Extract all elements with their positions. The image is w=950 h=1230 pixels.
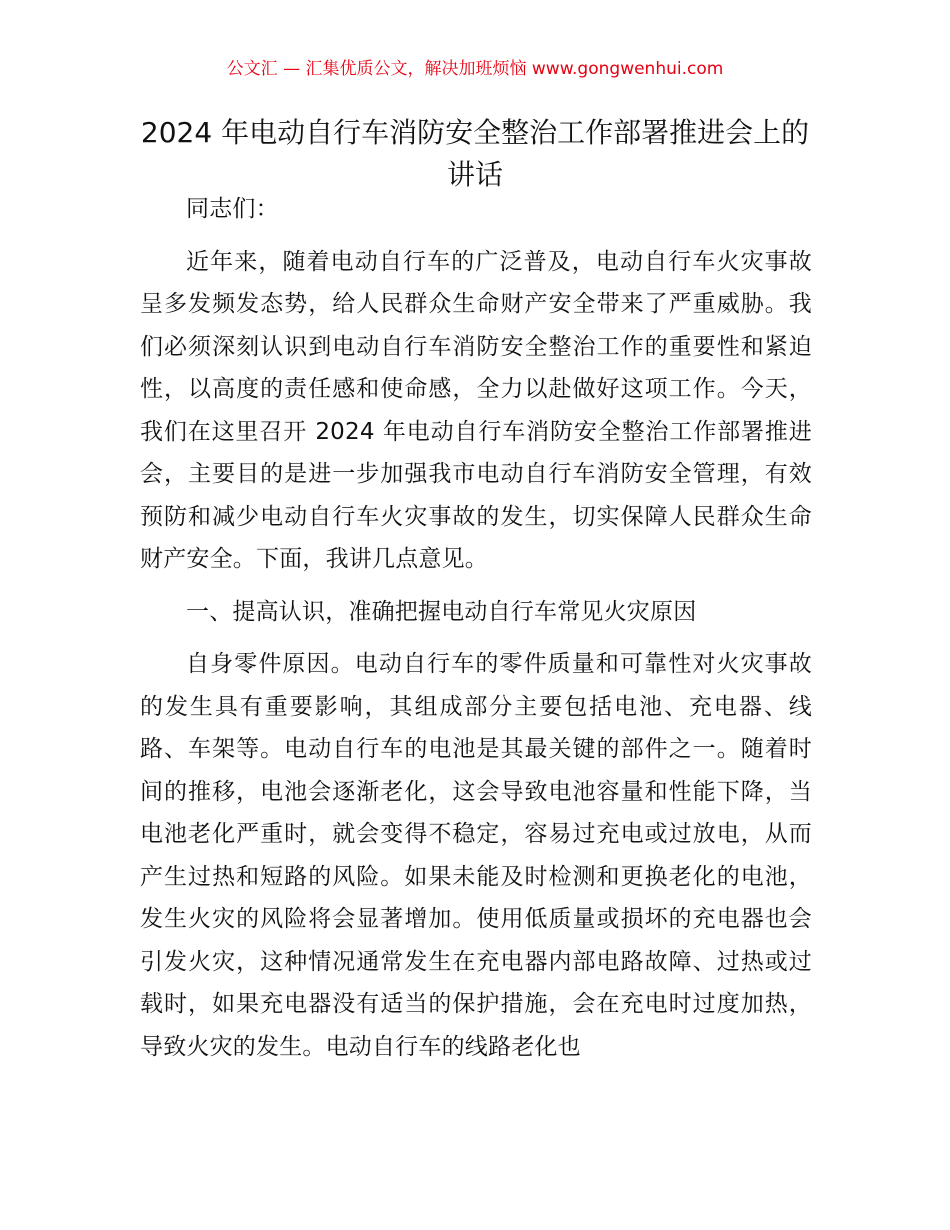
section-heading: 一、提高认识，准确把握电动自行车常见火灾原因 <box>186 598 697 625</box>
salutation: 同志们： <box>186 196 279 222</box>
site-banner: 公文汇 — 汇集优质公文，解决加班烦恼 www.gongwenhui.com <box>226 59 724 79</box>
intro-paragraph: 近年来，随着电动自行车的广泛普及，电动自行车火灾事故呈多发频发态势，给人民群众生命财产安全带来了严重威胁。我们必须深刻认识到电动自行车消防安全整治工作的重要性和紧迫性，以高度的责任感和使命感，全力以赴做好这项工作。今天，我们在这里召开 2024 年电动自行车消防安全整治工作部署推进会，主要目的是进一步加强我市电动自行车消防安全管理，有效预防和减少电动自行车火灾事故的发生，切实保障人民群众生命财产安全。下面，我讲几点意见。 <box>140 248 812 572</box>
body-paragraph: 自身零件原因。电动自行车的零件质量和可靠性对火灾事故的发生具有重要影响，其组成部分主要包括电池、充电器、线路、车架等。电动自行车的电池是其最关键的部件之一。随着时间的推移，电池会逐渐老化，这会导致电池容量和性能下降，当电池老化严重时，就会变得不稳定，容易过充电或过放电，从而产生过热和短路的风险。如果未能及时检测和更换老化的电池，发生火灾的风险将会显著增加。使用低质量或损坏的充电器也会引发火灾，这种情况通常发生在充电器内部电路故障、过热或过载时，如果充电器没有适当的保护措施，会在充电时过度加热，导致火灾的发生。电动自行车的线路老化也 <box>140 651 812 1060</box>
document-title: 2024 年电动自行车消防安全整治工作部署推进会上的讲话 <box>140 116 810 191</box>
document-body <box>140 188 812 1068</box>
